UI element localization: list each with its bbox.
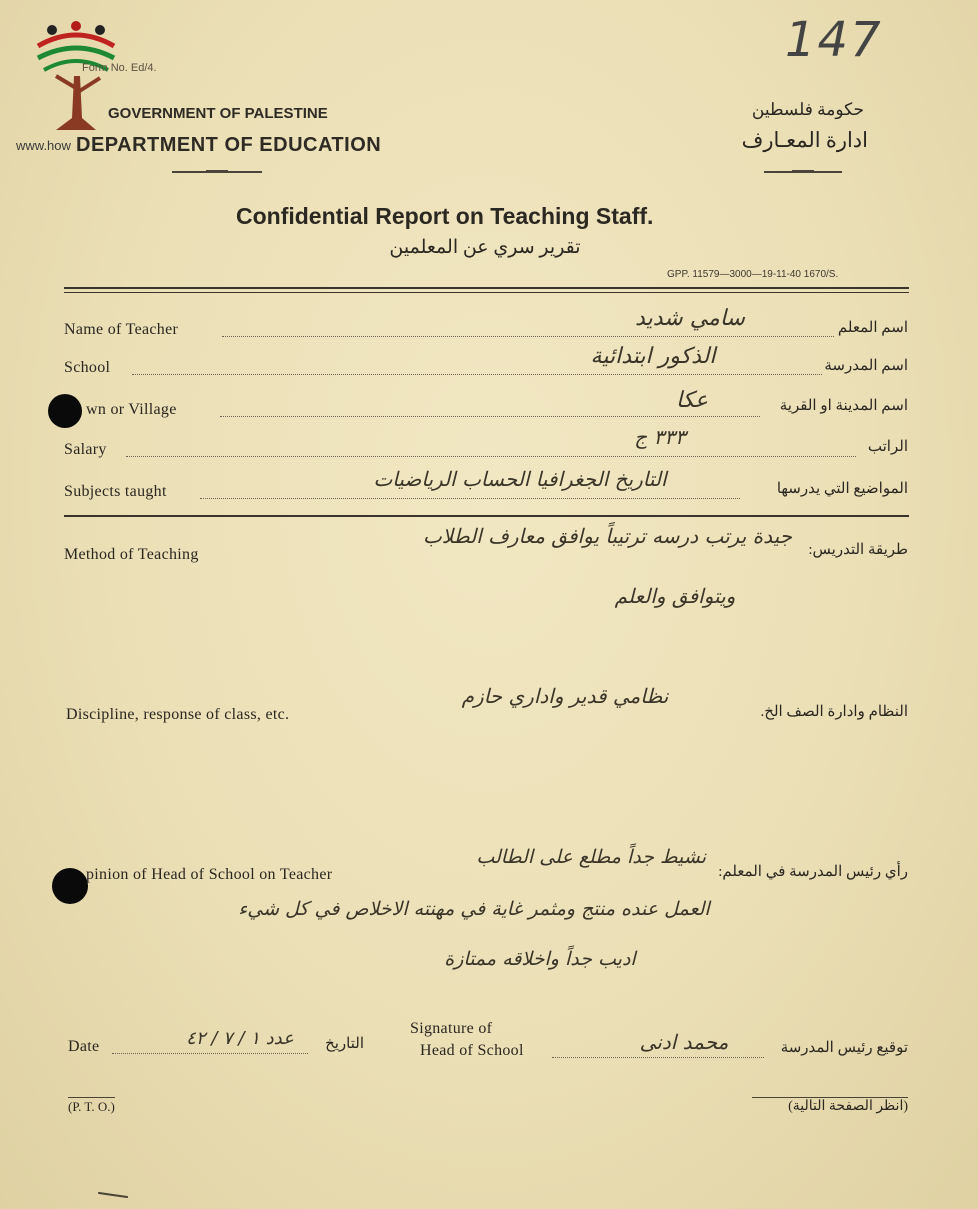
method-label-arabic: طريقة التدريس: bbox=[808, 542, 908, 558]
report-title-arabic: تقرير سري عن المعلمين bbox=[389, 237, 581, 258]
government-heading-arabic: حكومة فلسطين bbox=[751, 100, 864, 119]
double-rule bbox=[64, 292, 909, 293]
dotted-line bbox=[552, 1057, 764, 1058]
discipline-label-arabic: النظام وادارة الصف الخ. bbox=[760, 704, 908, 720]
print-code: GPP. 11579—3000—19-11-40 1670/S. bbox=[667, 269, 839, 280]
salary-value: ٣٣٣ ج bbox=[634, 425, 686, 449]
opinion-label: pinion of Head of School on Teacher bbox=[86, 866, 333, 883]
salary-label: Salary bbox=[64, 441, 107, 458]
method-value-line-2: ويتوافق والعلم bbox=[614, 584, 736, 608]
discipline-value: نظامي قدير واداري حازم bbox=[461, 684, 669, 708]
pto-note: (P. T. O.) bbox=[68, 1099, 115, 1114]
date-value: عدد ١ / ٧ / ٤٢ bbox=[186, 1028, 294, 1049]
town-value: عكا bbox=[676, 388, 708, 413]
dotted-line bbox=[200, 498, 740, 499]
form-number: Form No. Ed/4. bbox=[82, 62, 157, 74]
opinion-label-arabic: رأي رئيس المدرسة في المعلم: bbox=[718, 864, 908, 880]
opinion-value-line-1: نشيط جداً مطلع على الطالب bbox=[476, 846, 706, 868]
dotted-line bbox=[220, 416, 760, 417]
department-heading: DEPARTMENT OF EDUCATION bbox=[76, 134, 382, 156]
town-label: wn or Village bbox=[86, 401, 177, 418]
discipline-label: Discipline, response of class, etc. bbox=[66, 706, 290, 723]
subjects-label-arabic: المواضيع التي يدرسها bbox=[776, 481, 908, 497]
divider bbox=[206, 170, 228, 173]
salary-label-arabic: الراتب bbox=[867, 439, 908, 455]
signature-label-arabic: توقيع رئيس المدرسة bbox=[780, 1040, 908, 1056]
dotted-line bbox=[126, 456, 856, 457]
school-label: School bbox=[64, 359, 111, 376]
subjects-label: Subjects taught bbox=[64, 483, 167, 500]
method-label: Method of Teaching bbox=[64, 546, 199, 563]
teacher-name-label: Name of Teacher bbox=[64, 321, 179, 338]
dotted-line bbox=[112, 1053, 308, 1054]
pto-note-arabic: (انظر الصفحة التالية) bbox=[752, 1097, 908, 1115]
method-value-line-1: جيدة يرتب درسه ترتيباً يوافق معارف الطلاب bbox=[422, 524, 792, 548]
double-rule bbox=[64, 287, 909, 289]
punch-hole bbox=[52, 868, 88, 904]
school-label-arabic: اسم المدرسة bbox=[824, 358, 908, 374]
watermark-url: www.how bbox=[16, 138, 71, 153]
divider bbox=[792, 170, 814, 173]
department-heading-arabic: ادارة المعـارف bbox=[741, 128, 868, 152]
opinion-value-line-3: اديب جداً واخلاقه ممتازة bbox=[444, 948, 636, 970]
teacher-name-label-arabic: اسم المعلم bbox=[837, 320, 908, 336]
subjects-value: التاريخ الجغرافيا الحساب الرياضيات bbox=[373, 467, 667, 491]
teacher-name-value: سامي شديد bbox=[635, 306, 745, 331]
date-label-arabic: التاريخ bbox=[325, 1036, 364, 1052]
punch-hole bbox=[48, 394, 82, 428]
signature-value: محمد ادنى bbox=[639, 1030, 729, 1054]
dotted-line bbox=[222, 336, 834, 337]
government-heading: GOVERNMENT OF PALESTINE bbox=[108, 105, 328, 122]
town-label-arabic: اسم المدينة او القرية bbox=[779, 398, 908, 414]
signature-label-line-2: Head of School bbox=[420, 1042, 524, 1059]
report-title: Confidential Report on Teaching Staff. bbox=[236, 203, 654, 229]
dotted-line bbox=[132, 374, 822, 375]
school-value: الذكور ابتدائية bbox=[590, 344, 716, 369]
opinion-value-line-2: العمل عنده منتج ومثمر غاية في مهنته الاخلاص في كل شيء bbox=[238, 898, 710, 920]
date-label: Date bbox=[68, 1038, 100, 1055]
section-rule bbox=[64, 515, 909, 517]
signature-label-line-1: Signature of bbox=[410, 1020, 493, 1037]
page-number: 147 bbox=[785, 12, 883, 68]
